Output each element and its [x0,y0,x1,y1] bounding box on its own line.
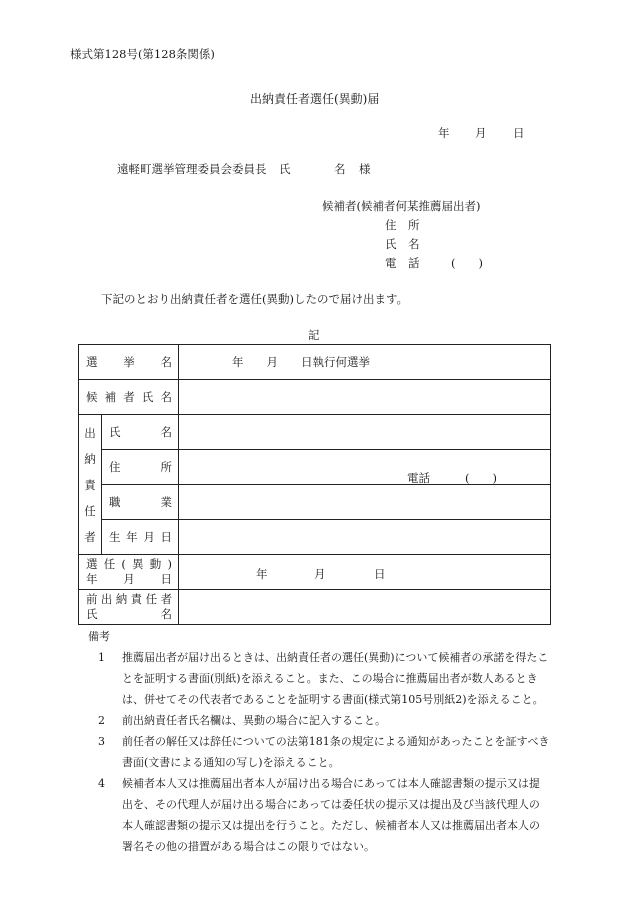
candidate-value[interactable] [179,380,551,415]
addressee-mei: 名 [334,162,346,176]
form-title: 出納責任者選任(異動)届 [250,92,380,106]
applicant-phone-label: 電 話 [385,256,420,270]
addressee-shi: 氏 [279,162,291,176]
row-treasurer-birth [79,520,551,555]
treasurer-job-value[interactable] [179,485,551,520]
appointment-year: 年 [256,567,268,581]
previous-treasurer-label-line1: 前 出 納 責 任 者 [86,592,172,606]
previous-treasurer-label-cell [79,590,179,625]
treasurer-name-label-cell [102,415,179,450]
candidate-label-cell [79,380,179,415]
addressee: 遠軽町選挙管理委員会委員長 [117,162,267,176]
row-treasurer-job [79,485,551,520]
date-month: 月 [475,126,487,140]
note-text: 候補者本人又は推薦届出者本人が届け出る場合にあっては本人確認書類の提示又は提出を、その代理人が届け出る場合にあっては委任状の提示又は提出及び当該代理人の本人確認書類の提示又は提出を行うこと。ただし、候補者本人又は推薦届出者本人の署名その他の措置がある場合はこの限りではない。 [122,777,540,853]
appointment-date-value[interactable] [179,555,551,590]
treasurer-job-label: 職 業 [109,495,172,509]
row-election [79,345,551,380]
note-number: 2 [98,714,105,727]
treasurer-phone-paren: ( ) [465,471,497,485]
row-appointment-date [79,555,551,590]
treasurer-address-label-cell [102,450,179,485]
election-label-cell [79,345,179,380]
date-day: 日 [513,126,525,140]
appointment-label-line2: 年 月 日 [86,572,172,586]
treasurer-birth-label-cell [102,520,179,555]
treasurer-birth-label: 生 年 月 日 [109,530,172,544]
note-number: 3 [98,735,105,748]
treasurer-address-label: 住 所 [109,460,172,474]
note-text: 前出納責任者氏名欄は、異動の場合に記入すること。 [122,714,386,727]
row-candidate [79,380,551,415]
applicant-address-label: 住 所 [385,218,420,232]
row-previous-treasurer [79,590,551,625]
previous-treasurer-value[interactable] [179,590,551,625]
treasurer-group-cell [79,415,102,555]
applicant-phone-paren: ( ) [451,256,483,270]
note-number: 1 [98,651,105,664]
form-id: 様式第128号(第128条関係) [70,47,215,61]
treasurer-phone-label: 電話 [407,471,430,485]
body-text: 下記のとおり出納責任者を選任(異動)したので届け出ます。 [101,292,409,306]
ki-label: 記 [308,328,320,342]
applicant-name-label: 氏 名 [385,237,420,251]
note-item [88,731,550,773]
addressee-sama: 様 [359,162,371,176]
note-text: 推薦届出者が届け出るときは、出納責任者の選任(異動)について候補者の承諾を得たことを証明する書面(別紙)を添えること。また、この場合に推薦届出者が数人あるときは、併せてその代表者であることを証明する書面(様式第105号別紙2)を添えること。 [122,651,549,706]
row-treasurer-address [79,450,551,485]
note-number: 4 [98,777,105,790]
treasurer-name-value[interactable] [179,415,551,450]
note-item [88,773,550,857]
appointment-month: 月 [314,567,326,581]
candidate-label: 候 補 者 氏 名 [86,390,172,404]
notes-section [88,626,550,857]
treasurer-birth-value[interactable] [179,520,551,555]
note-item [88,710,550,731]
treasurer-name-label: 氏 名 [109,425,172,439]
note-text: 前任者の解任又は辞任についての法第181条の規定による通知があったことを証すべき書面(文書による通知の写し)を添えること。 [122,735,550,769]
notes-heading: 備考 [88,630,110,643]
applicant-heading: 候補者(候補者何某推薦届出者) [322,199,481,213]
treasurer-address-value[interactable] [179,450,551,485]
row-treasurer-name [79,415,551,450]
appointment-label-cell [79,555,179,590]
treasurer-group-label: 出納責任者 [84,425,96,544]
election-label: 選 挙 名 [86,355,172,369]
previous-treasurer-label-line2: 氏 名 [86,607,172,621]
date-year: 年 [438,126,450,140]
treasurer-job-label-cell [102,485,179,520]
election-form-table [78,344,551,625]
note-item [88,647,550,710]
election-value[interactable]: 年 月 日執行何選挙 [179,345,551,380]
appointment-label-line1: 選 任 ( 異 動 ) [86,557,172,571]
appointment-day: 日 [374,567,386,581]
